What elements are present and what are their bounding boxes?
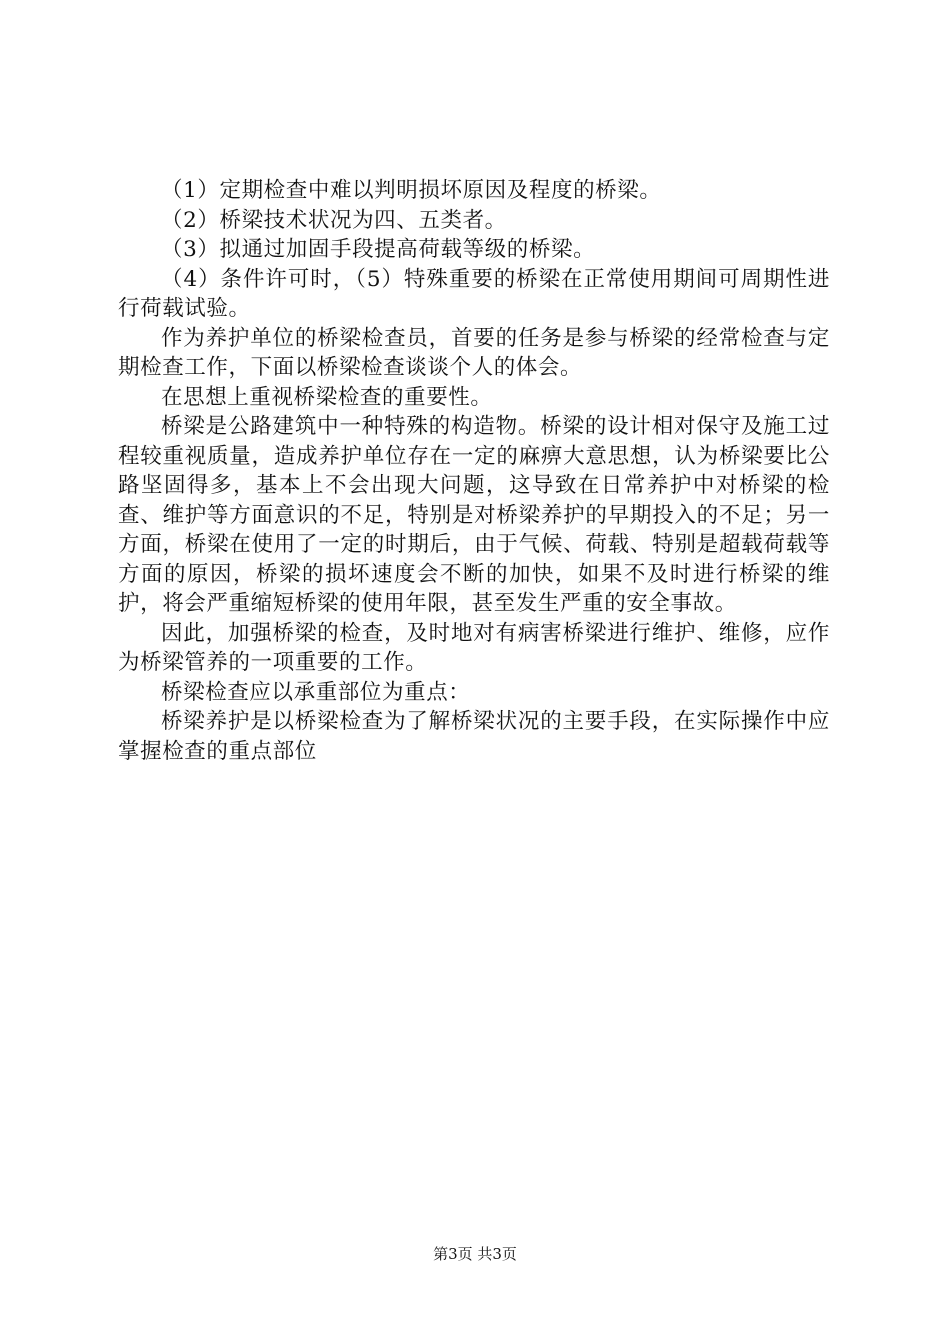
paragraph-item-3: （3）拟通过加固手段提高荷载等级的桥梁。 bbox=[161, 237, 596, 262]
paragraph-key-parts: 桥梁养护是以桥梁检查为了解桥梁状况的主要手段，在实际操作中应掌握检查的重点部位 bbox=[118, 709, 830, 764]
paragraph-strengthen-inspection: 因此，加强桥梁的检查，及时地对有病害桥梁进行维护、维修，应作为桥梁管养的一项重要的工作。 bbox=[118, 620, 830, 675]
paragraph-item-1: （1）定期检查中难以判明损坏原因及程度的桥梁。 bbox=[161, 178, 662, 203]
paragraph-item-2: （2）桥梁技术状况为四、五类者。 bbox=[161, 207, 507, 233]
paragraph-item-4: （4）条件许可时，（5）特殊重要的桥梁在正常使用期间可周期性进行荷载试验。 bbox=[118, 266, 830, 321]
page-number-footer: 第3页 共3页 bbox=[433, 1245, 517, 1263]
paragraph-inspector-role: 作为养护单位的桥梁检查员，首要的任务是参与桥梁的经常检查与定期检查工作，下面以桥梁检查谈谈个人的体会。 bbox=[118, 325, 830, 380]
document-body bbox=[118, 176, 830, 766]
paragraph-load-bearing-heading: 桥梁检查应以承重部位为重点： bbox=[161, 679, 471, 705]
paragraph-importance-heading: 在思想上重视桥梁检查的重要性。 bbox=[161, 384, 493, 410]
paragraph-bridge-structure: 桥梁是公路建筑中一种特殊的构造物。桥梁的设计相对保守及施工过程较重视质量，造成养护单位存在一定的麻痹大意思想，认为桥梁要比公路坚固得多，基本上不会出现大问题，这导致在日常养护中对桥梁的检查、维护等方面意识的不足，特别是对桥梁养护的早期投入的不足；另一方面，桥梁在使用了一定的时期后，由于气候、荷载、特别是超载荷载等方面的原因，桥梁的损坏速度会不断的加快，如果不及时进行桥梁的维护，将会严重缩短桥梁的使用年限，甚至发生严重的安全事故。 bbox=[118, 414, 830, 616]
